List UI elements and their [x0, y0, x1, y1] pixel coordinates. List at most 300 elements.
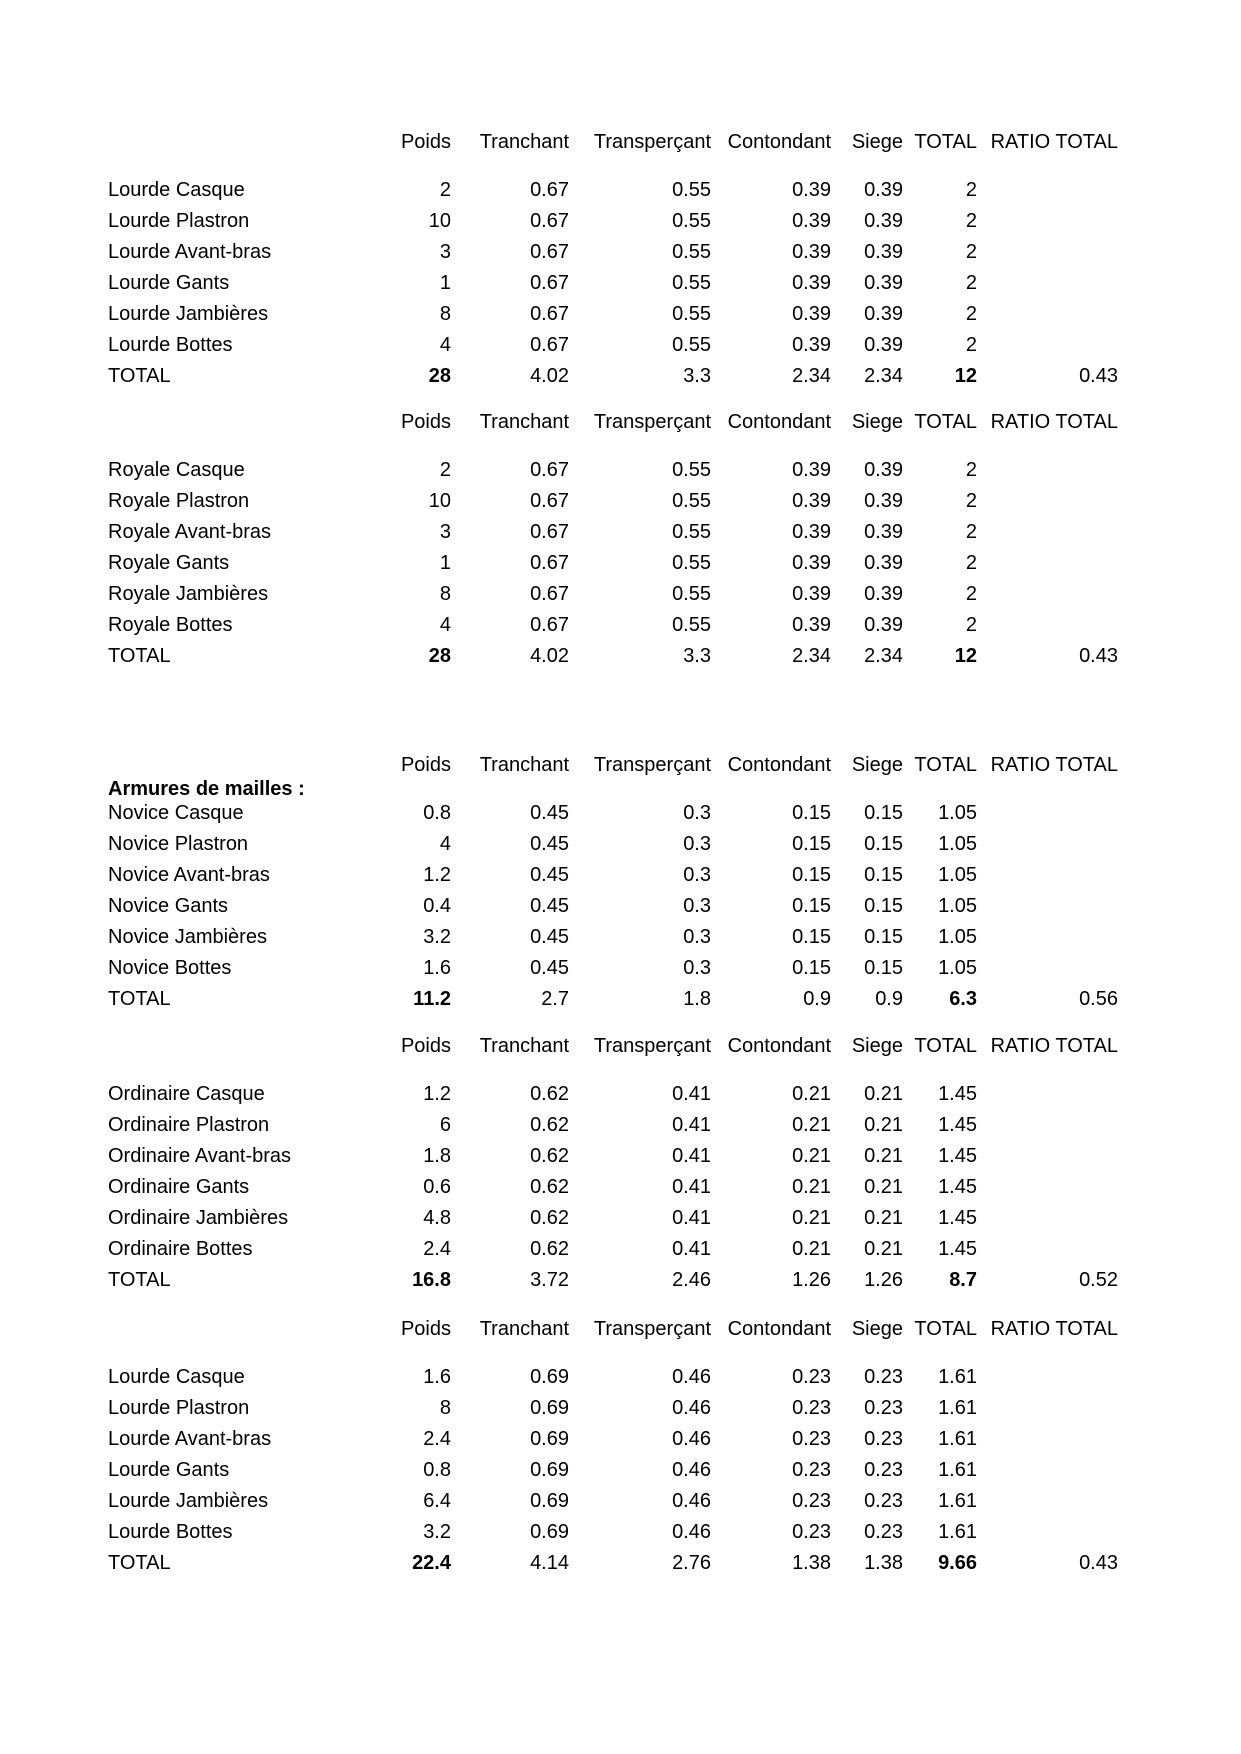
- cell-siege: 1.26: [864, 1269, 903, 1291]
- row-label: Novice Avant-bras: [108, 864, 270, 886]
- cell-siege: 0.39: [864, 179, 903, 201]
- total-row: [108, 641, 1241, 672]
- cell-tranchant: 0.69: [530, 1366, 569, 1388]
- cell-transpercant: 0.46: [672, 1428, 711, 1450]
- column-header-poids: Poids: [400, 1035, 451, 1057]
- column-header-transpercant: Transperçant: [593, 1035, 711, 1057]
- cell-total: 2: [965, 303, 977, 325]
- row-label: Lourde Jambières: [108, 1490, 269, 1512]
- cell-contondant: 0.9: [803, 988, 831, 1010]
- table-row: [108, 1079, 1241, 1110]
- cell-transpercant: 0.3: [683, 957, 711, 979]
- cell-tranchant: 0.45: [530, 957, 569, 979]
- cell-contondant: 0.39: [792, 459, 831, 481]
- table-row: [108, 548, 1241, 579]
- cell-tranchant: 0.62: [530, 1176, 569, 1198]
- cell-transpercant: 0.41: [672, 1083, 711, 1105]
- cell-tranchant: 0.67: [530, 614, 569, 636]
- column-header-row: [108, 1314, 1241, 1345]
- column-header-tranchant: Tranchant: [479, 1318, 569, 1340]
- cell-total: 1.05: [938, 895, 977, 917]
- cell-tranchant: 0.62: [530, 1145, 569, 1167]
- cell-total: 2: [965, 334, 977, 356]
- cell-siege: 0.39: [864, 583, 903, 605]
- cell-poids: 3.2: [423, 1521, 451, 1543]
- cell-transpercant: 1.8: [683, 988, 711, 1010]
- column-header-siege: Siege: [851, 1035, 903, 1057]
- cell-total: 2: [965, 459, 977, 481]
- cell-total: 2: [965, 179, 977, 201]
- row-label: Novice Bottes: [108, 957, 232, 979]
- cell-transpercant: 0.55: [672, 552, 711, 574]
- cell-siege: 0.23: [864, 1428, 903, 1450]
- cell-siege: 0.39: [864, 210, 903, 232]
- cell-contondant: 0.23: [792, 1397, 831, 1419]
- cell-tranchant: 0.45: [530, 833, 569, 855]
- table-spacer-row: [108, 158, 1241, 175]
- cell-total: 12: [954, 645, 977, 667]
- cell-contondant: 0.21: [792, 1207, 831, 1229]
- cell-total: 2: [965, 272, 977, 294]
- table-spacer-row: [108, 778, 1241, 800]
- cell-poids: 1.2: [423, 864, 451, 886]
- cell-poids: 6: [439, 1114, 451, 1136]
- cell-siege: 0.15: [864, 802, 903, 824]
- cell-total: 2: [965, 210, 977, 232]
- cell-siege: 0.21: [864, 1145, 903, 1167]
- table-spacer-row: [108, 1062, 1241, 1079]
- cell-tranchant: 0.69: [530, 1397, 569, 1419]
- cell-poids: 28: [428, 645, 451, 667]
- cell-contondant: 0.23: [792, 1366, 831, 1388]
- cell-poids: 8: [439, 303, 451, 325]
- cell-siege: 0.15: [864, 833, 903, 855]
- column-header-total: TOTAL: [914, 1318, 977, 1340]
- cell-contondant: 0.15: [792, 864, 831, 886]
- cell-transpercant: 0.3: [683, 833, 711, 855]
- row-label: Royale Plastron: [108, 490, 250, 512]
- cell-poids: 8: [439, 1397, 451, 1419]
- cell-transpercant: 0.55: [672, 179, 711, 201]
- cell-tranchant: 0.67: [530, 459, 569, 481]
- row-label: TOTAL: [108, 645, 171, 667]
- table-row: [108, 517, 1241, 548]
- cell-siege: 0.39: [864, 303, 903, 325]
- column-header-total: TOTAL: [914, 1035, 977, 1057]
- cell-tranchant: 0.67: [530, 334, 569, 356]
- table-row: [108, 891, 1241, 922]
- cell-transpercant: 0.55: [672, 459, 711, 481]
- cell-transpercant: 0.3: [683, 895, 711, 917]
- cell-total: 1.45: [938, 1238, 977, 1260]
- cell-siege: 0.23: [864, 1397, 903, 1419]
- table-row: [108, 1486, 1241, 1517]
- cell-transpercant: 0.55: [672, 614, 711, 636]
- cell-total: 1.05: [938, 864, 977, 886]
- cell-transpercant: 0.41: [672, 1176, 711, 1198]
- cell-contondant: 0.15: [792, 926, 831, 948]
- cell-total: 2: [965, 614, 977, 636]
- total-row: [108, 361, 1241, 392]
- row-label: TOTAL: [108, 1269, 171, 1291]
- cell-contondant: 0.39: [792, 490, 831, 512]
- cell-tranchant: 0.45: [530, 864, 569, 886]
- row-label: Ordinaire Bottes: [108, 1238, 253, 1260]
- cell-poids: 2: [439, 179, 451, 201]
- cell-siege: 0.39: [864, 272, 903, 294]
- cell-transpercant: 0.41: [672, 1207, 711, 1229]
- column-header-contondant: Contondant: [727, 1035, 831, 1057]
- table-row: [108, 1393, 1241, 1424]
- column-header-tranchant: Tranchant: [479, 131, 569, 153]
- table-row: [108, 1362, 1241, 1393]
- cell-transpercant: 0.55: [672, 583, 711, 605]
- cell-poids: 4.8: [423, 1207, 451, 1229]
- cell-ratio-total: 0.56: [1079, 988, 1118, 1010]
- cell-contondant: 0.39: [792, 334, 831, 356]
- cell-total: 1.05: [938, 957, 977, 979]
- cell-tranchant: 4.14: [530, 1552, 569, 1574]
- column-header-siege: Siege: [851, 131, 903, 153]
- section-label: Armures de mailles :: [108, 778, 305, 800]
- armor-table-3: [108, 750, 1241, 1015]
- row-label: Novice Gants: [108, 895, 229, 917]
- table-row: [108, 1455, 1241, 1486]
- cell-siege: 0.39: [864, 552, 903, 574]
- cell-contondant: 0.21: [792, 1114, 831, 1136]
- cell-transpercant: 0.55: [672, 490, 711, 512]
- cell-siege: 0.39: [864, 521, 903, 543]
- cell-poids: 4: [439, 334, 451, 356]
- cell-total: 1.61: [938, 1490, 977, 1512]
- cell-transpercant: 0.46: [672, 1490, 711, 1512]
- cell-transpercant: 2.46: [672, 1269, 711, 1291]
- total-row: [108, 984, 1241, 1015]
- table-row: [108, 1203, 1241, 1234]
- row-label: Royale Jambières: [108, 583, 269, 605]
- cell-contondant: 0.39: [792, 210, 831, 232]
- table-row: [108, 330, 1241, 361]
- row-label: Ordinaire Gants: [108, 1176, 250, 1198]
- cell-contondant: 0.23: [792, 1459, 831, 1481]
- cell-siege: 0.23: [864, 1521, 903, 1543]
- cell-tranchant: 0.45: [530, 802, 569, 824]
- row-label: TOTAL: [108, 365, 171, 387]
- cell-contondant: 0.23: [792, 1521, 831, 1543]
- table-row: [108, 922, 1241, 953]
- column-header-ratio-total: RATIO TOTAL: [990, 1318, 1118, 1340]
- cell-tranchant: 0.67: [530, 210, 569, 232]
- cell-transpercant: 0.55: [672, 521, 711, 543]
- cell-total: 1.61: [938, 1366, 977, 1388]
- column-header-total: TOTAL: [914, 411, 977, 433]
- cell-siege: 0.15: [864, 864, 903, 886]
- column-header-row: [108, 407, 1241, 438]
- column-header-row: [108, 127, 1241, 158]
- cell-contondant: 0.39: [792, 552, 831, 574]
- table-row: [108, 579, 1241, 610]
- cell-tranchant: 0.67: [530, 241, 569, 263]
- cell-siege: 0.39: [864, 334, 903, 356]
- cell-poids: 1: [439, 272, 451, 294]
- cell-poids: 4: [439, 833, 451, 855]
- cell-siege: 0.21: [864, 1207, 903, 1229]
- cell-ratio-total: 0.52: [1079, 1269, 1118, 1291]
- cell-transpercant: 0.46: [672, 1366, 711, 1388]
- table-row: [108, 860, 1241, 891]
- cell-tranchant: 0.62: [530, 1083, 569, 1105]
- cell-contondant: 0.15: [792, 833, 831, 855]
- cell-tranchant: 0.67: [530, 521, 569, 543]
- table-row: [108, 1424, 1241, 1455]
- cell-transpercant: 0.55: [672, 303, 711, 325]
- cell-siege: 0.39: [864, 490, 903, 512]
- column-header-transpercant: Transperçant: [593, 754, 711, 776]
- row-label: TOTAL: [108, 988, 171, 1010]
- column-header-ratio-total: RATIO TOTAL: [990, 131, 1118, 153]
- column-header-transpercant: Transperçant: [593, 1318, 711, 1340]
- cell-tranchant: 0.67: [530, 179, 569, 201]
- cell-total: 1.05: [938, 802, 977, 824]
- row-label: Ordinaire Jambières: [108, 1207, 289, 1229]
- table-row: [108, 1517, 1241, 1548]
- cell-poids: 2.4: [423, 1428, 451, 1450]
- row-label: Ordinaire Avant-bras: [108, 1145, 292, 1167]
- cell-contondant: 0.21: [792, 1176, 831, 1198]
- cell-siege: 0.15: [864, 926, 903, 948]
- row-label: Lourde Avant-bras: [108, 1428, 272, 1450]
- cell-transpercant: 0.46: [672, 1521, 711, 1543]
- table-row: [108, 175, 1241, 206]
- table-row: [108, 455, 1241, 486]
- cell-tranchant: 0.62: [530, 1114, 569, 1136]
- cell-transpercant: 2.76: [672, 1552, 711, 1574]
- table-spacer-row: [108, 1345, 1241, 1362]
- cell-siege: 0.39: [864, 459, 903, 481]
- cell-contondant: 0.21: [792, 1238, 831, 1260]
- cell-transpercant: 0.3: [683, 864, 711, 886]
- cell-siege: 0.21: [864, 1083, 903, 1105]
- table-row: [108, 237, 1241, 268]
- cell-tranchant: 0.67: [530, 490, 569, 512]
- cell-tranchant: 0.69: [530, 1428, 569, 1450]
- cell-siege: 0.21: [864, 1238, 903, 1260]
- column-header-poids: Poids: [400, 754, 451, 776]
- column-header-poids: Poids: [400, 1318, 451, 1340]
- armor-table-5: [108, 1314, 1241, 1579]
- table-row: [108, 953, 1241, 984]
- cell-siege: 0.15: [864, 957, 903, 979]
- column-header-ratio-total: RATIO TOTAL: [990, 1035, 1118, 1057]
- cell-total: 1.61: [938, 1521, 977, 1543]
- column-header-siege: Siege: [851, 411, 903, 433]
- cell-tranchant: 0.69: [530, 1459, 569, 1481]
- armor-table-2: [108, 407, 1241, 672]
- cell-siege: 2.34: [864, 645, 903, 667]
- cell-total: 2: [965, 490, 977, 512]
- column-header-total: TOTAL: [914, 131, 977, 153]
- cell-contondant: 0.15: [792, 957, 831, 979]
- table-row: [108, 1172, 1241, 1203]
- cell-tranchant: 0.62: [530, 1207, 569, 1229]
- cell-poids: 1.2: [423, 1083, 451, 1105]
- cell-ratio-total: 0.43: [1079, 645, 1118, 667]
- armor-table-1: [108, 127, 1241, 392]
- cell-total: 1.05: [938, 833, 977, 855]
- table-row: [108, 610, 1241, 641]
- column-header-tranchant: Tranchant: [479, 754, 569, 776]
- cell-siege: 0.23: [864, 1490, 903, 1512]
- cell-poids: 0.4: [423, 895, 451, 917]
- row-label: Novice Casque: [108, 802, 244, 824]
- cell-poids: 3: [439, 521, 451, 543]
- row-label: Novice Jambières: [108, 926, 267, 948]
- cell-poids: 0.8: [423, 1459, 451, 1481]
- cell-siege: 0.9: [875, 988, 903, 1010]
- cell-tranchant: 0.69: [530, 1490, 569, 1512]
- column-header-poids: Poids: [400, 411, 451, 433]
- cell-siege: 2.34: [864, 365, 903, 387]
- cell-total: 1.45: [938, 1207, 977, 1229]
- cell-total: 9.66: [938, 1552, 977, 1574]
- cell-transpercant: 0.55: [672, 334, 711, 356]
- cell-transpercant: 0.55: [672, 210, 711, 232]
- cell-tranchant: 0.67: [530, 552, 569, 574]
- cell-contondant: 0.39: [792, 614, 831, 636]
- row-label: Lourde Bottes: [108, 334, 233, 356]
- cell-total: 6.3: [949, 988, 977, 1010]
- cell-transpercant: 0.55: [672, 272, 711, 294]
- cell-contondant: 0.39: [792, 521, 831, 543]
- cell-poids: 16.8: [412, 1269, 451, 1291]
- column-header-transpercant: Transperçant: [593, 131, 711, 153]
- cell-siege: 0.15: [864, 895, 903, 917]
- table-row: [108, 1141, 1241, 1172]
- column-header-transpercant: Transperçant: [593, 411, 711, 433]
- row-label: Lourde Gants: [108, 1459, 230, 1481]
- cell-total: 1.05: [938, 926, 977, 948]
- armor-table-4: [108, 1031, 1241, 1296]
- cell-transpercant: 0.41: [672, 1145, 711, 1167]
- cell-tranchant: 2.7: [541, 988, 569, 1010]
- row-label: Lourde Gants: [108, 272, 230, 294]
- cell-transpercant: 0.3: [683, 926, 711, 948]
- cell-contondant: 0.39: [792, 179, 831, 201]
- cell-poids: 10: [428, 210, 451, 232]
- cell-contondant: 1.38: [792, 1552, 831, 1574]
- row-label: Lourde Plastron: [108, 210, 250, 232]
- cell-tranchant: 3.72: [530, 1269, 569, 1291]
- cell-transpercant: 0.55: [672, 241, 711, 263]
- cell-tranchant: 0.45: [530, 926, 569, 948]
- total-row: [108, 1548, 1241, 1579]
- table-row: [108, 206, 1241, 237]
- column-header-total: TOTAL: [914, 754, 977, 776]
- cell-contondant: 0.39: [792, 241, 831, 263]
- cell-tranchant: 0.45: [530, 895, 569, 917]
- cell-total: 2: [965, 521, 977, 543]
- cell-total: 2: [965, 241, 977, 263]
- cell-contondant: 2.34: [792, 365, 831, 387]
- cell-total: 1.61: [938, 1459, 977, 1481]
- cell-contondant: 2.34: [792, 645, 831, 667]
- cell-poids: 0.6: [423, 1176, 451, 1198]
- cell-contondant: 0.15: [792, 895, 831, 917]
- cell-poids: 0.8: [423, 802, 451, 824]
- row-label: Lourde Plastron: [108, 1397, 250, 1419]
- cell-poids: 1.8: [423, 1145, 451, 1167]
- table-row: [108, 486, 1241, 517]
- cell-poids: 1: [439, 552, 451, 574]
- row-label: TOTAL: [108, 1552, 171, 1574]
- row-label: Royale Bottes: [108, 614, 233, 636]
- cell-transpercant: 0.46: [672, 1459, 711, 1481]
- cell-total: 8.7: [949, 1269, 977, 1291]
- cell-poids: 2: [439, 459, 451, 481]
- cell-transpercant: 0.41: [672, 1114, 711, 1136]
- cell-total: 1.45: [938, 1176, 977, 1198]
- cell-siege: 0.39: [864, 614, 903, 636]
- column-header-ratio-total: RATIO TOTAL: [990, 411, 1118, 433]
- table-row: [108, 299, 1241, 330]
- cell-total: 1.61: [938, 1428, 977, 1450]
- cell-total: 2: [965, 583, 977, 605]
- cell-poids: 6.4: [423, 1490, 451, 1512]
- cell-ratio-total: 0.43: [1079, 365, 1118, 387]
- column-header-siege: Siege: [851, 1318, 903, 1340]
- row-label: Lourde Casque: [108, 179, 245, 201]
- column-header-contondant: Contondant: [727, 411, 831, 433]
- cell-transpercant: 3.3: [683, 365, 711, 387]
- cell-siege: 0.23: [864, 1366, 903, 1388]
- cell-poids: 10: [428, 490, 451, 512]
- column-header-contondant: Contondant: [727, 1318, 831, 1340]
- cell-contondant: 0.39: [792, 303, 831, 325]
- cell-contondant: 0.23: [792, 1490, 831, 1512]
- cell-poids: 2.4: [423, 1238, 451, 1260]
- table-spacer-row: [108, 438, 1241, 455]
- cell-poids: 1.6: [423, 1366, 451, 1388]
- cell-siege: 1.38: [864, 1552, 903, 1574]
- column-header-row: [108, 750, 1241, 781]
- column-header-row: [108, 1031, 1241, 1062]
- cell-transpercant: 3.3: [683, 645, 711, 667]
- cell-contondant: 0.23: [792, 1428, 831, 1450]
- row-label: Novice Plastron: [108, 833, 249, 855]
- column-header-poids: Poids: [400, 131, 451, 153]
- cell-poids: 28: [428, 365, 451, 387]
- cell-contondant: 0.39: [792, 272, 831, 294]
- row-label: Lourde Casque: [108, 1366, 245, 1388]
- row-label: Lourde Bottes: [108, 1521, 233, 1543]
- row-label: Royale Gants: [108, 552, 230, 574]
- cell-total: 12: [954, 365, 977, 387]
- cell-transpercant: 0.3: [683, 802, 711, 824]
- cell-poids: 8: [439, 583, 451, 605]
- cell-transpercant: 0.41: [672, 1238, 711, 1260]
- table-row: [108, 798, 1241, 829]
- row-label: Lourde Avant-bras: [108, 241, 272, 263]
- cell-siege: 0.21: [864, 1114, 903, 1136]
- cell-poids: 22.4: [412, 1552, 451, 1574]
- row-label: Ordinaire Plastron: [108, 1114, 270, 1136]
- cell-transpercant: 0.46: [672, 1397, 711, 1419]
- total-row: [108, 1265, 1241, 1296]
- cell-tranchant: 0.67: [530, 303, 569, 325]
- cell-tranchant: 4.02: [530, 365, 569, 387]
- cell-poids: 3.2: [423, 926, 451, 948]
- cell-tranchant: 4.02: [530, 645, 569, 667]
